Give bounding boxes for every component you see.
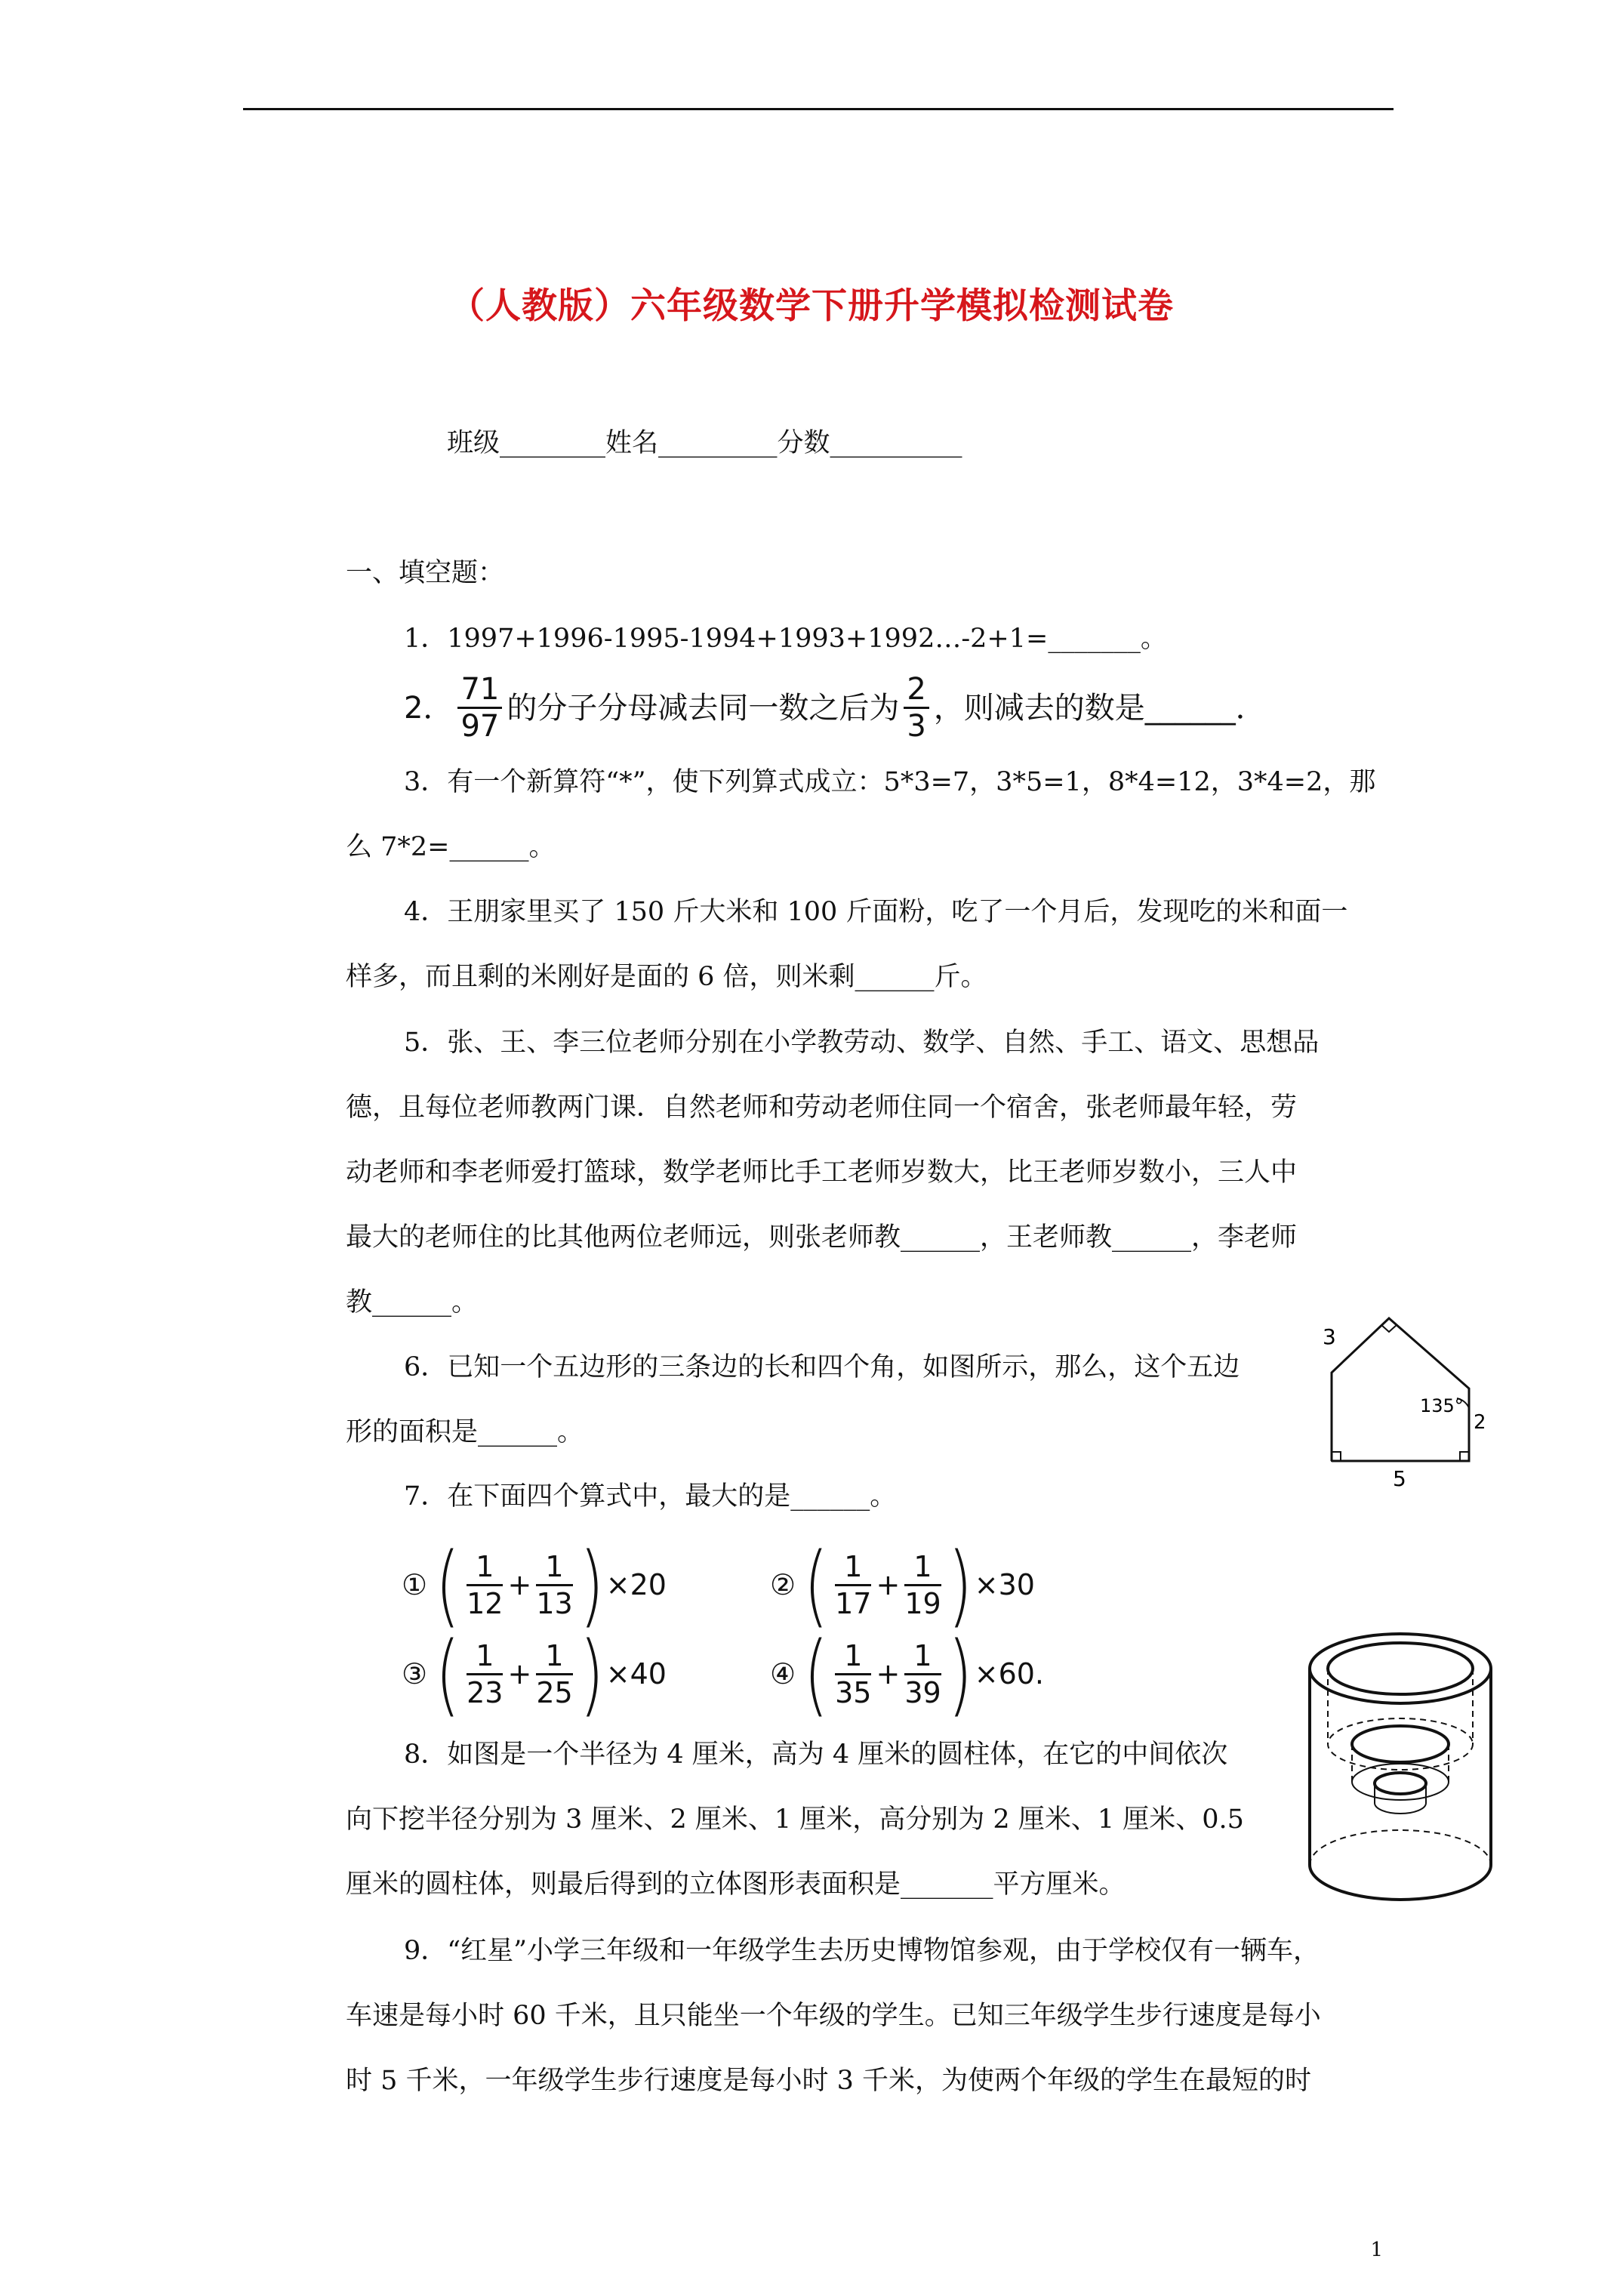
cylinder-figure (1298, 1623, 1502, 1918)
q7-opt1-times: ×20 (605, 1568, 667, 1601)
question-8-line-3: 厘米的圆柱体，则最后得到的立体图形表面积是_______平方厘米。 (346, 1869, 1126, 1900)
step3-bottom (1375, 1803, 1426, 1814)
question-5-line-5: 教______。 (346, 1287, 479, 1318)
q7-opt2-frac-a (835, 1549, 871, 1621)
question-2 (404, 672, 1266, 744)
q7-opt4-frac-b (904, 1638, 941, 1710)
q7-opt2-num: ② (770, 1568, 796, 1601)
frac-den: 13 (536, 1586, 573, 1620)
q7-opt1-num: ① (402, 1568, 428, 1601)
pentagon-figure (1313, 1306, 1502, 1487)
frac-den: 25 (536, 1675, 573, 1709)
q7-opt3-frac-b (536, 1638, 572, 1710)
question-4-line-2: 样多，而且剩的米刚好是面的 6 倍，则米剩______斤。 (346, 962, 987, 992)
frac-den: 12 (467, 1586, 504, 1620)
right-angle-mark-right (1460, 1452, 1469, 1461)
right-paren: ) (579, 1622, 604, 1726)
question-8-line-1: 8．如图是一个半径为 4 厘米，高为 4 厘米的圆柱体，在它的中间依次 (404, 1740, 1228, 1770)
q7-opt4-times: ×60. (974, 1657, 1045, 1690)
page-title: （人教版）六年级数学下册升学模拟检测试卷 (449, 285, 1174, 327)
frac-den: 19 (904, 1586, 941, 1620)
question-9-line-2: 车速是每小时 60 千米，且只能坐一个年级的学生。已知三年级学生步行速度是每小 (346, 2001, 1321, 2031)
q7-opt1-frac-a (467, 1549, 503, 1621)
question-3-line-1: 3．有一个新算符“*”，使下列算式成立：5*3=7，3*5=1，8*4=12，3*4=2，那 (404, 767, 1376, 797)
question-5-line-2: 德，且每位老师教两门课．自然老师和劳动老师住同一个宿舍，张老师最年轻，劳 (346, 1093, 1298, 1123)
class-blank: ________ (500, 428, 606, 458)
q7-opt3-frac-a (467, 1638, 503, 1710)
question-9-line-3: 时 5 千米，一年级学生步行速度是每小时 3 千米，为使两个年级的学生在最短的时 (346, 2066, 1312, 2096)
q2-fraction-1 (457, 672, 502, 744)
inner-top-ellipse (1328, 1643, 1473, 1694)
outer-bottom-arc (1310, 1865, 1491, 1900)
frac-den: 17 (835, 1586, 872, 1620)
frac-den: 35 (835, 1675, 872, 1709)
pentagon-label-5: 5 (1393, 1466, 1406, 1487)
q2-mid: 的分子分母减去同一数之后为 (507, 690, 900, 726)
right-angle-mark-left (1332, 1452, 1341, 1461)
q7-option-3 (402, 1622, 667, 1726)
q2-f2-num: 2 (904, 672, 929, 709)
pentagon-label-135: 135° (1420, 1395, 1464, 1416)
frac-num: 1 (904, 1638, 941, 1675)
plus-sign: + (876, 1568, 901, 1601)
question-5-line-1: 5．张、王、李三位老师分别在小学教劳动、数学、自然、手工、语文、思想品 (404, 1028, 1320, 1058)
step3-top (1375, 1773, 1426, 1794)
frac-den: 39 (904, 1675, 941, 1709)
header-rule (243, 108, 1394, 110)
step2-top (1352, 1726, 1449, 1762)
frac-num: 1 (467, 1549, 503, 1586)
question-1: 1．1997+1996-1995-1994+1993+1992…-2+1=_______。 (404, 624, 1167, 654)
pentagon-label-3: 3 (1323, 1324, 1336, 1349)
pentagon-outline (1332, 1318, 1469, 1461)
question-8-line-2: 向下挖半径分别为 3 厘米、2 厘米、1 厘米，高分别为 2 厘米、1 厘米、0.5 (346, 1804, 1244, 1835)
q2-suffix: ，则减去的数是______． (933, 690, 1266, 726)
question-6-line-1: 6．已知一个五边形的三条边的长和四个角，如图所示，那么，这个五边 (404, 1352, 1240, 1382)
q7-opt3-num: ③ (402, 1657, 428, 1690)
question-5-line-3: 动老师和李老师爱打篮球，数学老师比手工老师岁数大，比王老师岁数小，三人中 (346, 1157, 1298, 1188)
score-label: 分数 (777, 428, 830, 458)
left-paren: ( (435, 1533, 460, 1637)
plus-sign: + (507, 1568, 532, 1601)
right-angle-mark-top (1381, 1325, 1397, 1332)
name-blank: _________ (658, 428, 778, 458)
q2-f2-den: 3 (907, 709, 926, 744)
frac-num: 1 (536, 1638, 572, 1675)
student-info (447, 425, 962, 461)
right-paren: ) (947, 1533, 972, 1637)
right-paren: ) (947, 1622, 972, 1726)
left-paren: ( (435, 1622, 460, 1726)
question-5-line-4: 最大的老师住的比其他两位老师远，则张老师教______，王老师教______，李老师 (346, 1222, 1298, 1253)
q7-opt1-frac-b (536, 1549, 572, 1621)
frac-num: 1 (904, 1549, 941, 1586)
frac-den: 23 (467, 1675, 504, 1709)
q2-prefix: 2． (404, 690, 454, 726)
outer-bottom-hidden (1310, 1830, 1491, 1865)
frac-num: 1 (835, 1549, 871, 1586)
q7-opt2-frac-b (904, 1549, 941, 1621)
pentagon-label-2: 2 (1474, 1411, 1486, 1434)
q2-fraction-2 (904, 672, 929, 744)
left-paren: ( (803, 1533, 829, 1637)
frac-num: 1 (835, 1638, 871, 1675)
q7-opt4-frac-a (835, 1638, 871, 1710)
plus-sign: + (876, 1657, 901, 1690)
question-7-line-1: 7．在下面四个算式中，最大的是______。 (404, 1481, 897, 1512)
q7-opt2-times: ×30 (974, 1568, 1035, 1601)
question-6-line-2: 形的面积是______。 (346, 1417, 584, 1447)
question-9-line-1: 9．“红星”小学三年级和一年级学生去历史博物馆参观，由于学校仅有一辆车， (404, 1936, 1320, 1966)
left-paren: ( (803, 1622, 829, 1726)
q7-option-4 (770, 1622, 1045, 1726)
frac-num: 1 (467, 1638, 503, 1675)
class-label: 班级 (447, 428, 500, 458)
name-label: 姓名 (605, 428, 659, 458)
question-3-line-2: 么 7*2=______。 (346, 832, 556, 862)
q7-option-1 (402, 1533, 667, 1637)
q7-opt3-times: ×40 (605, 1657, 667, 1690)
page-number: 1 (1370, 2239, 1383, 2261)
q2-f1-num: 71 (457, 672, 502, 709)
right-paren: ) (579, 1533, 604, 1637)
q7-opt4-num: ④ (770, 1657, 796, 1690)
question-4-line-1: 4．王朋家里买了 150 斤大米和 100 斤面粉，吃了一个月后，发现吃的米和面一 (404, 897, 1348, 927)
q7-option-2 (770, 1533, 1035, 1637)
plus-sign: + (507, 1657, 532, 1690)
q2-f1-den: 97 (460, 709, 500, 744)
section-heading: 一、填空题： (346, 558, 505, 588)
frac-num: 1 (536, 1549, 572, 1586)
score-blank: __________ (830, 428, 962, 458)
